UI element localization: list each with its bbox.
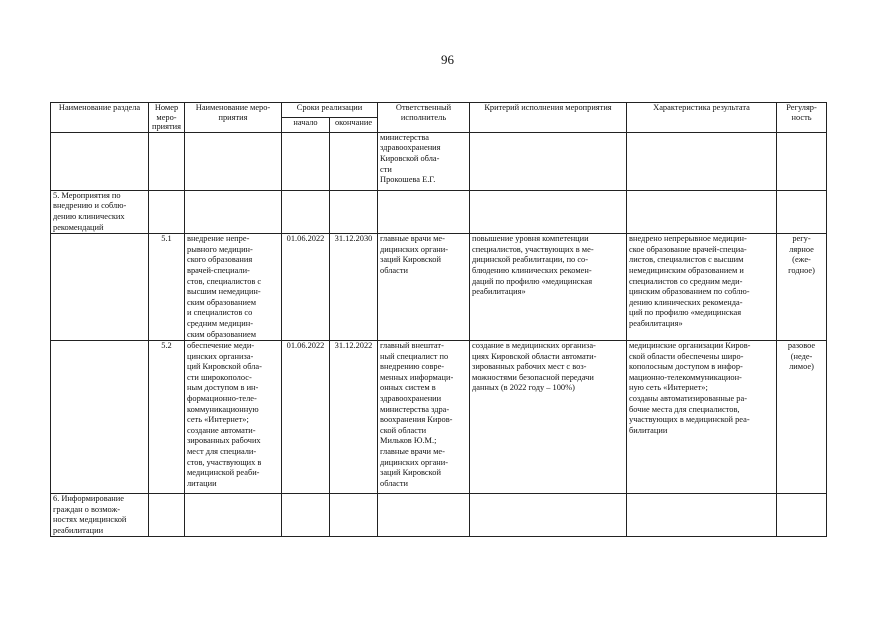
cell-section <box>51 132 149 190</box>
header-event: Наименование меро- приятия <box>185 103 282 133</box>
cell-number <box>149 132 185 190</box>
cell-text: 01.06.2022 <box>286 234 325 244</box>
header-executor: Ответственный исполнитель <box>378 103 470 133</box>
header-regularity: Регуляр- ность <box>777 103 827 133</box>
cell-event <box>185 234 282 341</box>
cell-result <box>627 494 777 537</box>
table-row <box>51 132 827 190</box>
header-section: Наименование раздела <box>51 103 149 133</box>
measures-table <box>50 102 827 537</box>
page-number: 96 <box>441 52 454 67</box>
cell-result <box>627 234 777 341</box>
cell-text: внедрено непрерывное медицин- ское образование врачей-специа- листов, специалистов с высшим немедицинским образованием и специалистов со средним меди- цинским образованием по соблю- дению клинических рекоменда- ций по профилю «медицинская реабилитация» <box>629 234 750 328</box>
cell-regularity <box>777 341 827 494</box>
header-result: Характеристика результата <box>627 103 777 133</box>
cell-number <box>149 234 185 341</box>
cell-text: 5.2 <box>161 341 172 351</box>
cell-number <box>149 190 185 233</box>
cell-start <box>282 341 330 494</box>
cell-regularity <box>777 494 827 537</box>
cell-text: разовое (неде- лимое) <box>787 341 816 372</box>
cell-text: 5. Мероприятия по внедрению и соблю- дению клинических рекомендаций <box>53 190 127 232</box>
cell-criterion <box>470 341 627 494</box>
header-start: начало <box>282 117 330 132</box>
cell-section <box>51 341 149 494</box>
cell-event <box>185 132 282 190</box>
cell-text: регу- лярное (еже- годное) <box>788 234 815 275</box>
cell-text: 6. Информирование граждан о возмож- ностях медицинской реабилитации <box>53 494 127 535</box>
cell-result <box>627 132 777 190</box>
cell-event <box>185 190 282 233</box>
cell-text: медицинские организации Киров- ской области обеспечены широ- кополосным доступом в инфор- мационно-телекоммуникацион- ную сеть «Интернет»; созданы автоматизированные ра- бочие места для специалистов, участвующих в медицинской реа- билитации <box>629 341 751 435</box>
cell-text: 31.12.2022 <box>334 341 373 351</box>
cell-event <box>185 494 282 537</box>
cell-section <box>51 234 149 341</box>
table-body <box>51 132 827 537</box>
cell-end <box>330 494 378 537</box>
header-end: окончание <box>330 117 378 132</box>
cell-regularity <box>777 132 827 190</box>
cell-end <box>330 341 378 494</box>
cell-end <box>330 132 378 190</box>
cell-text: повышение уровня компетенции специалистов, участвующих в ме- дицинской реабилитации, по со- блюдению клинических рекомен- даций по профилю «медицинская реабилитация» <box>472 234 594 297</box>
cell-start <box>282 234 330 341</box>
cell-criterion <box>470 234 627 341</box>
cell-event <box>185 341 282 494</box>
table-row <box>51 190 827 233</box>
cell-criterion <box>470 494 627 537</box>
cell-executor <box>378 494 470 537</box>
cell-start <box>282 132 330 190</box>
cell-text: создание в медицинских организа- циях Кировской области автомати- зированных рабочих мест с воз- можностями безопасной передачи данных (в 2022 году – 100%) <box>472 341 597 393</box>
cell-executor <box>378 234 470 341</box>
cell-start <box>282 494 330 537</box>
header-dates: Сроки реализации <box>282 103 378 118</box>
cell-executor <box>378 341 470 494</box>
cell-executor <box>378 132 470 190</box>
header-number: Номер меро- приятия <box>149 103 185 133</box>
cell-text: 31.12.2030 <box>334 234 373 244</box>
cell-result <box>627 341 777 494</box>
cell-executor <box>378 190 470 233</box>
table-row <box>51 341 827 494</box>
table-row <box>51 494 827 537</box>
cell-regularity <box>777 190 827 233</box>
header-criterion: Критерий исполнения мероприятия <box>470 103 627 133</box>
cell-section <box>51 494 149 537</box>
table-row <box>51 234 827 341</box>
cell-result <box>627 190 777 233</box>
cell-section <box>51 190 149 233</box>
cell-end <box>330 190 378 233</box>
cell-text: обеспечение меди- цинских организа- ций Кировской обла- сти широкополос- ным доступом в ин- формационно-теле- коммуникационную сеть «Интернет»; создание автомати- зированных рабочих мест для специали- стов, участвующих в медицинской реаби- литации <box>187 341 262 488</box>
cell-number <box>149 341 185 494</box>
cell-criterion <box>470 190 627 233</box>
cell-end <box>330 234 378 341</box>
cell-text: 01.06.2022 <box>286 341 325 351</box>
cell-start <box>282 190 330 233</box>
cell-text: главный внештат- ный специалист по внедрению совре- менных информаци- онных систем в здравоохранении министерства здра- воохранения Киров- ской области Мильков Ю.М.; главные врачи ме- дицинских органи- заций Кировской области <box>380 341 454 488</box>
cell-text: главные врачи ме- дицинских органи- заций Кировской области <box>380 234 449 275</box>
cell-text: внедрение непре- рывного медицин- ского образования врачей-специали- стов, специалистов с высшим немедицин- ским образованием и специалистов со средним медицин- ским образованием <box>187 234 262 339</box>
cell-number <box>149 494 185 537</box>
cell-text: 5.1 <box>161 234 172 244</box>
cell-criterion <box>470 132 627 190</box>
cell-text: министерства здравоохранения Кировской обла- сти Прокошева Е.Г. <box>380 132 441 185</box>
cell-regularity <box>777 234 827 341</box>
